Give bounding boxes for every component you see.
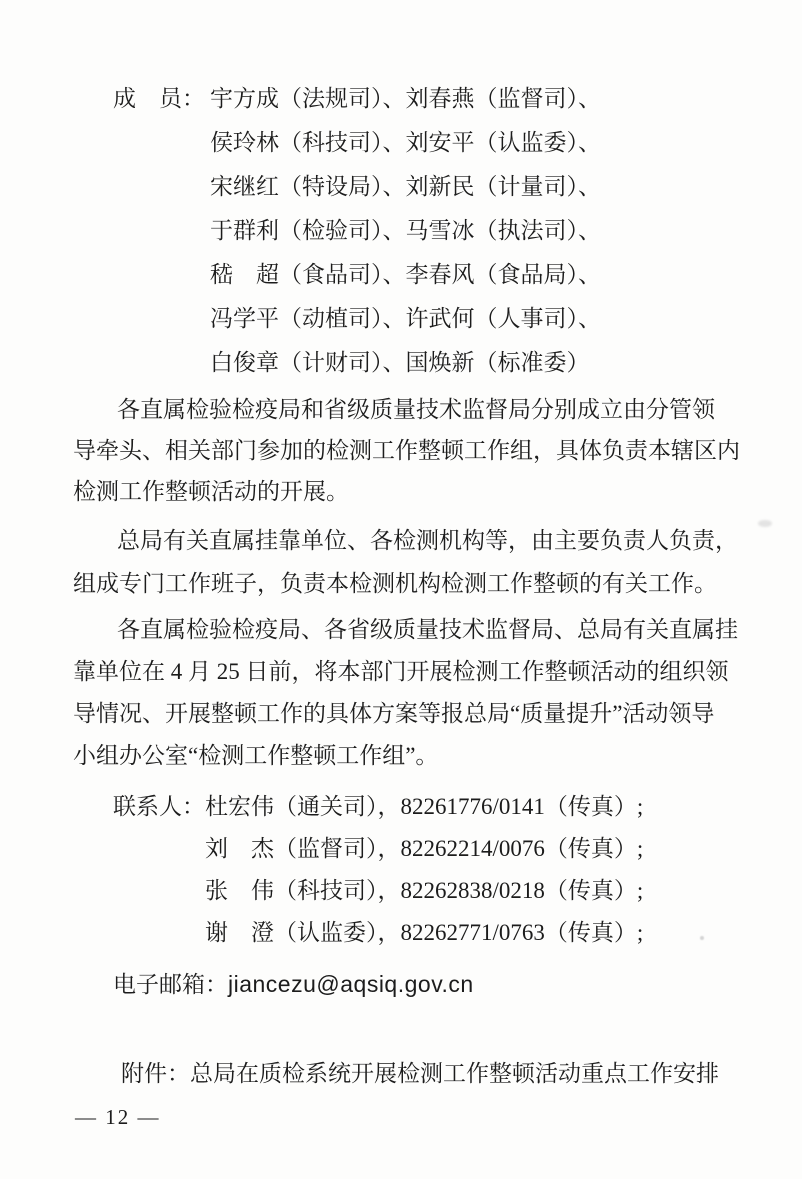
- email-row: [113, 963, 474, 1006]
- paragraph-line: 导情况、开展整顿工作的具体方案等报总局“质量提升”活动领导: [73, 701, 715, 726]
- member-entry: 于群利（检验司）、马雪冰（执法司）、: [210, 218, 601, 243]
- member-list: [113, 77, 601, 385]
- paragraph-line: 总局有关直属挂靠单位、各检测机构等，由主要负责人负责，: [117, 528, 738, 553]
- contact-list: [113, 786, 643, 954]
- member-first-line: [113, 77, 601, 121]
- paragraph-line: 各直属检验检疫局和省级质量技术监督局分别成立由分管领: [117, 397, 715, 422]
- email-line: [113, 963, 474, 1006]
- contact-entry: 杜宏伟（通关司），82261776/0141（传真）;: [205, 794, 644, 819]
- paragraph-line: 检测工作整顿活动的开展。: [73, 479, 349, 504]
- scan-smudge-artifact: [758, 520, 772, 527]
- paragraph-lines: [73, 609, 738, 777]
- paragraph-line: 各直属检验检疫局、各省级质量技术监督局、总局有关直属挂: [117, 617, 738, 642]
- scan-dot-artifact: [700, 936, 704, 940]
- email-address: jiancezu@aqsiq.gov.cn: [228, 971, 474, 997]
- page-number: — 12 —: [75, 1105, 161, 1129]
- attachment-title: 总局在质检系统开展检测工作整顿活动重点工作安排: [190, 1061, 719, 1086]
- contact-continuation-lines: [113, 828, 643, 954]
- member-entry: 白俊章（计财司）、国焕新（标准委）: [210, 350, 590, 375]
- contact-entry: 张 伟（科技司），82262838/0218（传真）;: [205, 878, 644, 903]
- paragraph-line: 导牵头、相关部门参加的检测工作整顿工作组，具体负责本辖区内: [73, 438, 740, 463]
- contact-entry: 刘 杰（监督司），82262214/0076（传真）;: [205, 836, 644, 861]
- contacts-label: 联系人：: [113, 794, 205, 819]
- member-entry: 侯玲林（科技司）、刘安平（认监委）、: [210, 130, 601, 155]
- member-continuation-lines: [113, 121, 601, 385]
- paragraph-line: 小组办公室“检测工作整顿工作组”。: [73, 743, 439, 768]
- email-label: 电子邮箱：: [113, 972, 228, 997]
- paragraph-line: 靠单位在 4 月 25 日前，将本部门开展检测工作整顿活动的组织领: [73, 659, 729, 684]
- paragraph-lines: [73, 389, 740, 512]
- member-entry: 嵇 超（食品司）、李春风（食品局）、: [210, 262, 601, 287]
- members-label: 成 员：: [113, 86, 205, 111]
- contact-first-line: [113, 786, 643, 828]
- paragraph-reporting-deadline: [73, 609, 738, 777]
- paragraph-line: 组成专门工作班子，负责本检测机构检测工作整顿的有关工作。: [73, 571, 717, 596]
- paragraph-regional-bureaus: [73, 389, 740, 512]
- attachment-line: [121, 1052, 719, 1095]
- contact-entry: 谢 澄（认监委），82262771/0763（传真）;: [205, 920, 644, 945]
- member-entry: 宋继红（特设局）、刘新民（计量司）、: [210, 174, 601, 199]
- member-entry: 宇方成（法规司）、刘春燕（监督司）、: [210, 86, 601, 111]
- paragraph-lines: [73, 519, 738, 605]
- paragraph-affiliated-units: [73, 519, 738, 605]
- attachment-note: [121, 1052, 719, 1095]
- member-entry: 冯学平（动植司）、许武何（人事司）、: [210, 306, 601, 331]
- attachment-label: 附件：: [121, 1061, 190, 1086]
